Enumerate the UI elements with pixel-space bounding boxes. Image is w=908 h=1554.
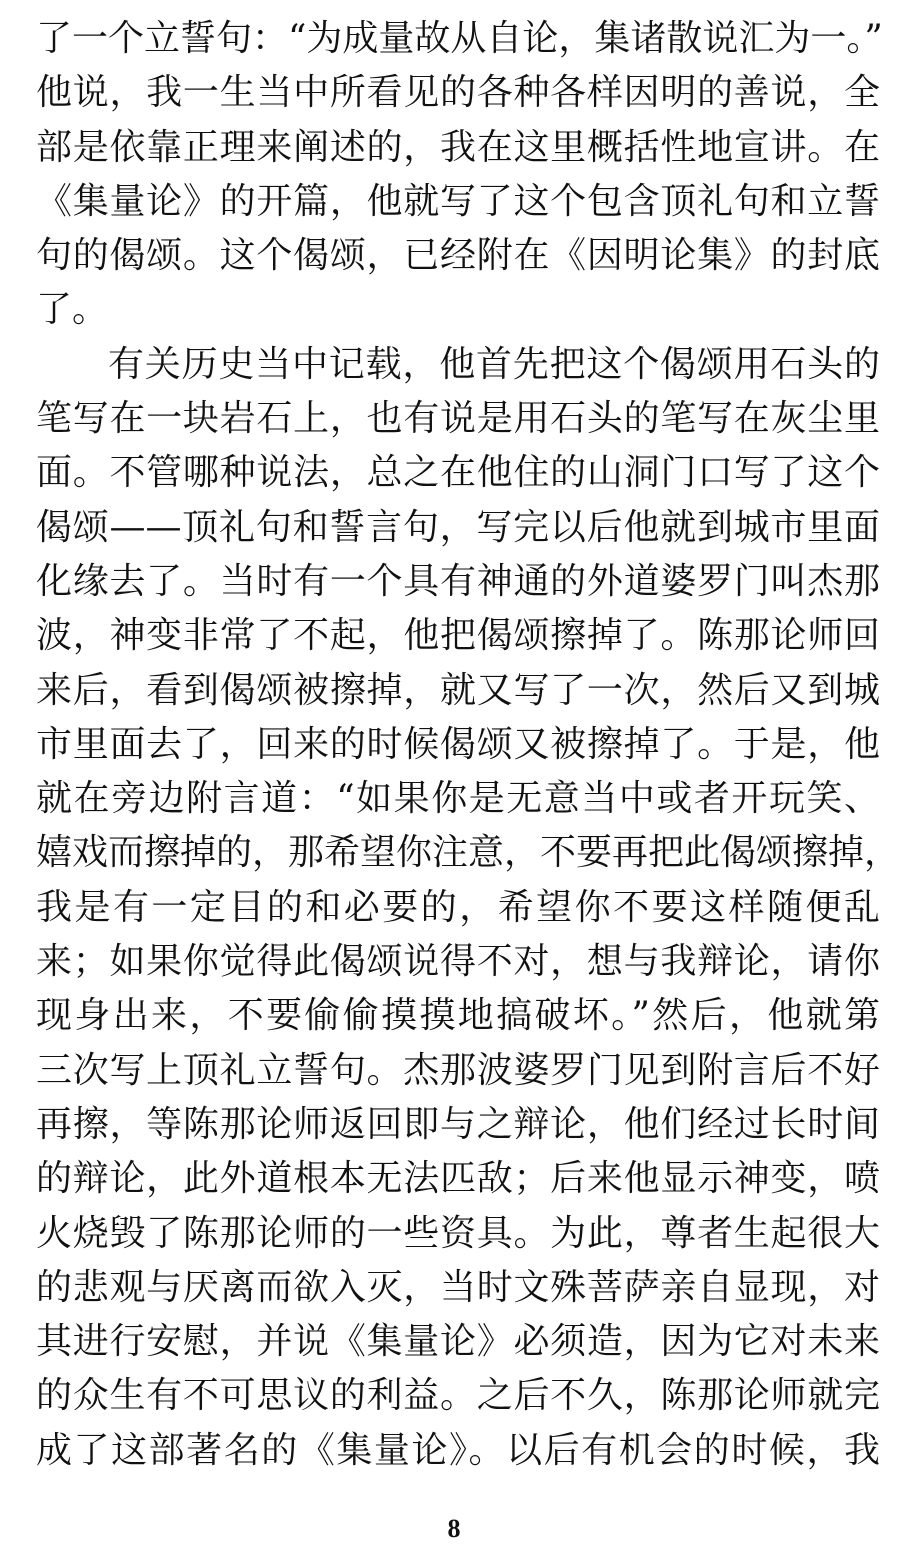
text-line: 嬉戏而擦掉的，那希望你注意，不要再把此偈颂擦掉， — [36, 832, 901, 874]
text-line: 波，神变非常了不起，他把偈颂擦掉了。陈那论师回 — [36, 615, 880, 657]
text-line: 我是有一定目的和必要的，希望你不要这样随便乱 — [36, 886, 880, 928]
text-line: 就在旁边附言道：“如果你是无意当中或者开玩笑、 — [36, 778, 880, 820]
text-line: 成了这部著名的《集量论》。以后有机会的时候，我 — [36, 1429, 880, 1471]
body-text — [36, 12, 901, 1478]
text-line: 市里面去了，回来的时候偈颂又被擦掉了。于是，他 — [36, 723, 880, 765]
text-line: 了。 — [36, 289, 109, 331]
text-line: 再擦，等陈那论师返回即与之辩论，他们经过长时间 — [36, 1103, 880, 1145]
text-line: 的众生有不可思议的利益。之后不久，陈那论师就完 — [36, 1375, 880, 1417]
text-line: 的悲观与厌离而欲入灭，当时文殊菩萨亲自显现，对 — [36, 1266, 880, 1308]
text-line: 句的偈颂。这个偈颂，已经附在《因明论集》的封底 — [36, 235, 880, 277]
text-line: 部是依靠正理来阐述的，我在这里概括性地宣讲。在 — [36, 126, 880, 168]
text-line: 了一个立誓句：“为成量故从自论，集诸散说汇为一。” — [36, 18, 883, 59]
text-line: 化缘去了。当时有一个具有神通的外道婆罗门叫杰那 — [36, 560, 880, 602]
text-line: 来；如果你觉得此偈颂说得不对，想与我辩论，请你 — [36, 941, 880, 983]
text-line: 有关历史当中记载，他首先把这个偈颂用石头的 — [108, 343, 880, 385]
text-line: 的辩论，此外道根本无法匹敌；后来他显示神变，喷 — [36, 1158, 880, 1200]
text-line: 火烧毁了陈那论师的一些资具。为此，尊者生起很大 — [36, 1212, 880, 1254]
text-line: 笔写在一块岩石上，也有说是用石头的笔写在灰尘里 — [36, 398, 880, 440]
text-line: 偈颂——顶礼句和誓言句，写完以后他就到城市里面 — [36, 506, 880, 548]
text-line: 《集量论》的开篇，他就写了这个包含顶礼句和立誓 — [36, 180, 880, 222]
page-number: 8 — [447, 1514, 461, 1543]
text-line: 三次写上顶礼立誓句。杰那波婆罗门见到附言后不好 — [36, 1049, 880, 1091]
text-line: 现身出来，不要偷偷摸摸地搞破坏。”然后，他就第 — [36, 995, 880, 1037]
text-line: 他说，我一生当中所看见的各种各样因明的善说，全 — [36, 72, 880, 114]
text-line: 来后，看到偈颂被擦掉，就又写了一次，然后又到城 — [36, 669, 880, 711]
text-line: 其进行安慰，并说《集量论》必须造，因为它对未来 — [36, 1321, 880, 1363]
text-line: 面。不管哪种说法，总之在他住的山洞门口写了这个 — [36, 452, 880, 494]
